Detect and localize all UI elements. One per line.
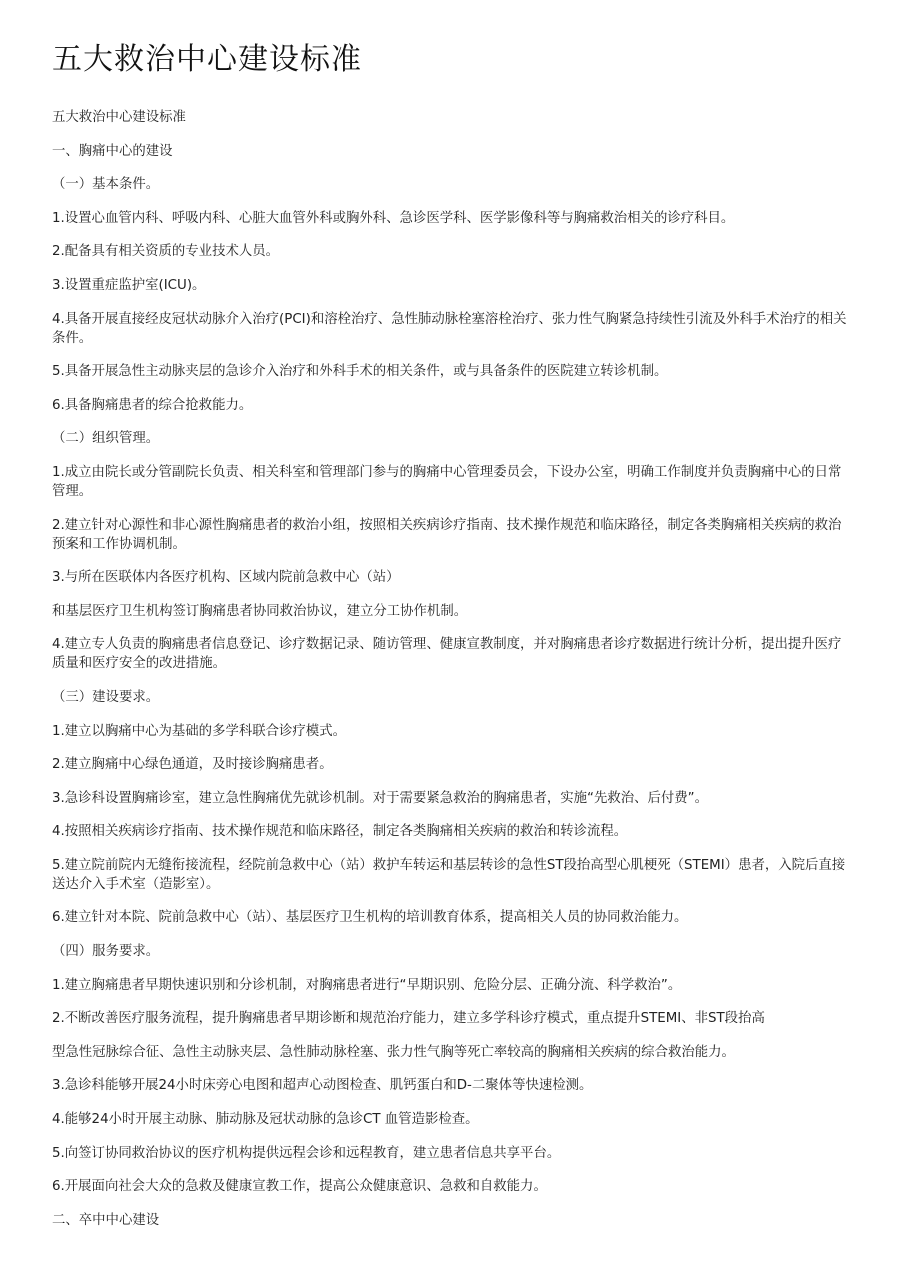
paragraph: 6.具备胸痛患者的综合抢救能力。 — [52, 397, 253, 413]
paragraph: 4.能够24小时开展主动脉、肺动脉及冠状动脉的急诊CT 血管造影检查。 — [52, 1112, 479, 1128]
document-body — [52, 108, 853, 1230]
paragraph: 3.急诊科设置胸痛诊室，建立急性胸痛优先就诊机制。对于需要紧急救治的胸痛患者，实施“先救治、后付费”。 — [52, 790, 709, 806]
paragraph: 4.具备开展直接经皮冠状动脉介入治疗(PCI)和溶栓治疗、急性肺动脉栓塞溶栓治疗、张力性气胸紧急持续性引流及外科手术治疗的相关条件。 — [52, 311, 847, 346]
paragraph: 2.配备具有相关资质的专业技术人员。 — [52, 244, 280, 260]
paragraph: 2.建立针对心源性和非心源性胸痛患者的救治小组，按照相关疾病诊疗指南、技术操作规范和临床路径，制定各类胸痛相关疾病的救治预案和工作协调机制。 — [52, 517, 842, 552]
paragraph: 5.建立院前院内无缝衔接流程，经院前急救中心（站）救护车转运和基层转诊的急性ST段抬高型心肌梗死（STEMI）患者，入院后直接送达介入手术室（造影室）。 — [52, 857, 846, 892]
paragraph: 一、胸痛中心的建设 — [52, 143, 173, 159]
paragraph: 3.与所在医联体内各医疗机构、区域内院前急救中心（站） — [52, 570, 400, 586]
paragraph: 3.急诊科能够开展24小时床旁心电图和超声心动图检查、肌钙蛋白和D-二聚体等快速检测。 — [52, 1078, 593, 1094]
page-title: 五大救治中心建设标准 — [52, 42, 362, 77]
paragraph: 3.设置重症监护室(ICU)。 — [52, 277, 206, 293]
paragraph: 型急性冠脉综合征、急性主动脉夹层、急性肺动脉栓塞、张力性气胸等死亡率较高的胸痛相关疾病的综合救治能力。 — [52, 1044, 735, 1060]
paragraph: 2.不断改善医疗服务流程，提升胸痛患者早期诊断和规范治疗能力，建立多学科诊疗模式，重点提升STEMI、非ST段抬高 — [52, 1011, 765, 1027]
paragraph: （一）基本条件。 — [52, 177, 160, 193]
paragraph: 1.设置心血管内科、呼吸内科、心脏大血管外科或胸外科、急诊医学科、医学影像科等与胸痛救治相关的诊疗科目。 — [52, 210, 735, 226]
paragraph: 5.具备开展急性主动脉夹层的急诊介入治疗和外科手术的相关条件，或与具备条件的医院建立转诊机制。 — [52, 364, 668, 380]
paragraph: （三）建设要求。 — [52, 689, 160, 705]
paragraph: 1.成立由院长或分管副院长负责、相关科室和管理部门参与的胸痛中心管理委员会，下设办公室，明确工作制度并负责胸痛中心的日常管理。 — [52, 464, 842, 499]
paragraph: 1.建立以胸痛中心为基础的多学科联合诊疗模式。 — [52, 723, 346, 739]
paragraph: （二）组织管理。 — [52, 431, 160, 447]
paragraph: 4.建立专人负责的胸痛患者信息登记、诊疗数据记录、随访管理、健康宣教制度，并对胸痛患者诊疗数据进行统计分析，提出提升医疗质量和医疗安全的改进措施。 — [52, 637, 842, 672]
paragraph: （四）服务要求。 — [52, 944, 160, 960]
paragraph: 4.按照相关疾病诊疗指南、技术操作规范和临床路径，制定各类胸痛相关疾病的救治和转诊流程。 — [52, 824, 628, 840]
paragraph: 5.向签订协同救治协议的医疗机构提供远程会诊和远程教育，建立患者信息共享平台。 — [52, 1145, 561, 1161]
paragraph: 6.开展面向社会大众的急救及健康宣教工作，提高公众健康意识、急救和自救能力。 — [52, 1179, 547, 1195]
paragraph: 6.建立针对本院、院前急救中心（站）、基层医疗卫生机构的培训教育体系，提高相关人员的协同救治能力。 — [52, 910, 688, 926]
paragraph: 1.建立胸痛患者早期快速识别和分诊机制，对胸痛患者进行“早期识别、危险分层、正确分流、科学救治”。 — [52, 977, 682, 993]
paragraph: 二、卒中中心建设 — [52, 1212, 160, 1228]
paragraph: 2.建立胸痛中心绿色通道，及时接诊胸痛患者。 — [52, 757, 333, 773]
paragraph: 五大救治中心建设标准 — [52, 110, 186, 125]
paragraph: 和基层医疗卫生机构签订胸痛患者协同救治协议，建立分工协作机制。 — [52, 603, 468, 619]
